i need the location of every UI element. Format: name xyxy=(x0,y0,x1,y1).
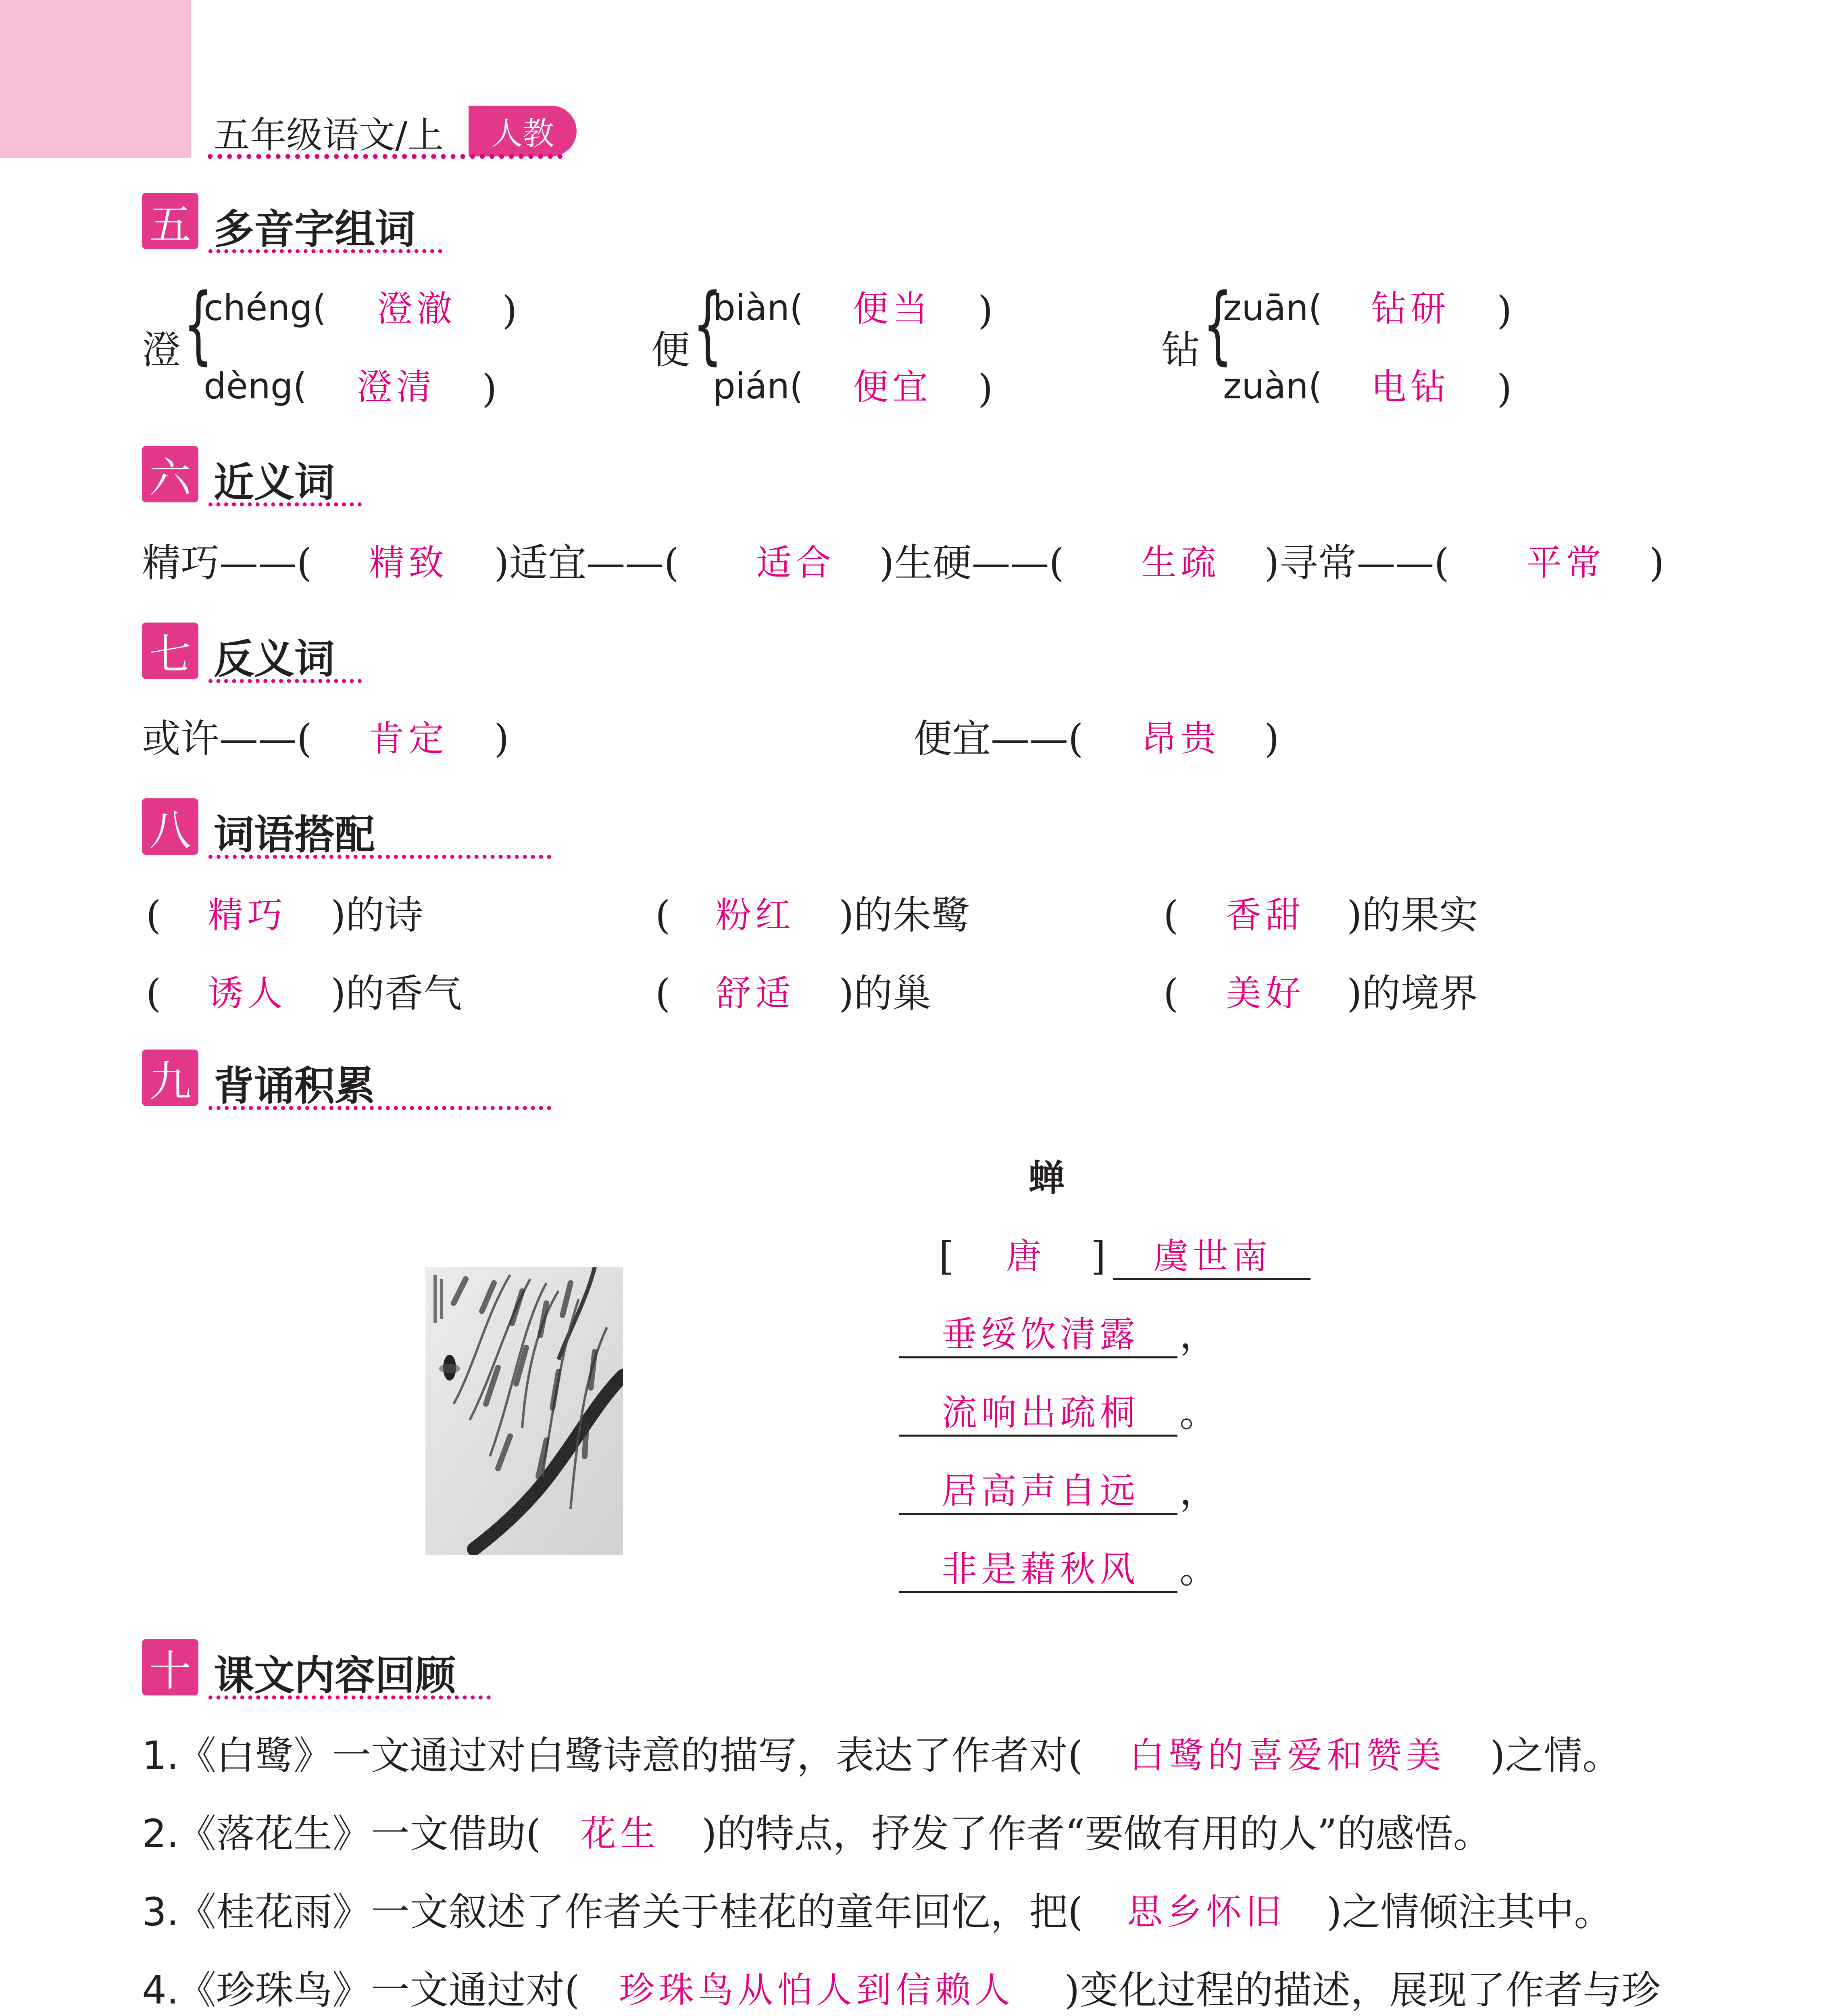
synonym-answer: 生疏 xyxy=(1141,542,1221,583)
review-text: )变化过程的描述，展现了作者与珍 xyxy=(1065,1968,1661,2013)
section-number: 五 xyxy=(142,193,198,249)
collocation-answer: 诱人 xyxy=(208,973,287,1014)
section-title: 课文内容回顾 xyxy=(214,1652,456,1699)
header-title: 五年级语文/上 xyxy=(214,114,444,156)
polyphone-answer: 钻研 xyxy=(1371,288,1450,329)
review-text: )的特点，抒发了作者“要做有用的人”的感悟。 xyxy=(702,1811,1492,1856)
collocation-suffix: )的香气 xyxy=(331,971,462,1016)
antonym-answer: 肯定 xyxy=(369,718,448,759)
poem-author: 虞世南 xyxy=(1153,1235,1272,1277)
poem-dynasty: 唐 xyxy=(1006,1235,1046,1277)
review-answer: 花生 xyxy=(581,1813,660,1854)
synonym-answer: 平常 xyxy=(1526,542,1606,583)
section-title: 近义词 xyxy=(214,459,335,506)
header-badge: 人教 xyxy=(469,106,577,156)
collocation-answer: 粉红 xyxy=(716,894,795,936)
polyphone-pinyin: pián( xyxy=(713,365,804,407)
collocation-suffix: )的诗 xyxy=(331,893,423,938)
close-paren: ) xyxy=(978,366,993,411)
section-underline xyxy=(208,855,551,859)
review-text: 《白鹭》一文通过对白鹭诗意的描写，表达了作者对( xyxy=(177,1733,1083,1778)
section-six-heading xyxy=(142,446,465,506)
section-number: 八 xyxy=(142,798,198,855)
antonym-word: 便宜——( xyxy=(913,716,1083,761)
close-paren: ) xyxy=(1264,716,1279,761)
poem-line: 居高声自远 xyxy=(942,1470,1140,1512)
section-seven-heading xyxy=(142,623,465,683)
poem-line: 流响出疏桐 xyxy=(942,1392,1140,1433)
review-text: )之情。 xyxy=(1490,1733,1621,1778)
open-paren: ( xyxy=(655,893,671,938)
close-paren: ) xyxy=(502,288,517,333)
poem-punct: 。 xyxy=(1179,1547,1218,1592)
antonym-word: 或许——( xyxy=(142,716,312,761)
collocation-answer: 精巧 xyxy=(208,894,287,936)
section-title: 背诵积累 xyxy=(214,1062,375,1110)
section-underline xyxy=(208,1695,491,1699)
synonym-answer: 精致 xyxy=(369,542,448,583)
open-bracket: [ xyxy=(939,1234,954,1279)
polyphone-char: 便 xyxy=(651,327,690,373)
cicada-willow-painting xyxy=(425,1267,623,1555)
section-number: 六 xyxy=(142,446,198,502)
close-paren: ) xyxy=(1497,288,1512,333)
review-answer: 珍珠鸟从怕人到信赖人 xyxy=(619,1969,1015,2011)
poem-punct: 。 xyxy=(1179,1390,1218,1435)
open-paren: ( xyxy=(1163,971,1179,1016)
polyphone-pinyin: chéng( xyxy=(204,287,327,329)
collocation-answer: 舒适 xyxy=(716,973,795,1014)
collocation-answer: 香甜 xyxy=(1226,894,1305,936)
section-number: 十 xyxy=(142,1639,198,1695)
section-ten-heading xyxy=(142,1639,505,1699)
close-paren: ) xyxy=(482,366,497,411)
synonym-word: )生硬——( xyxy=(879,540,1064,585)
poem-fill-line xyxy=(899,1435,1177,1437)
synonym-word: )寻常——( xyxy=(1264,540,1449,585)
brace: { xyxy=(183,275,213,374)
review-answer: 白鹭的喜爱和赞美 xyxy=(1129,1735,1446,1776)
poem-punct: ， xyxy=(1179,1468,1218,1514)
synonym-answer: 适合 xyxy=(756,542,835,583)
close-paren: ) xyxy=(978,288,993,333)
collocation-suffix: )的境界 xyxy=(1347,971,1478,1016)
poem-line: 垂绥饮清露 xyxy=(942,1314,1140,1355)
collocation-suffix: )的果实 xyxy=(1347,893,1478,938)
brace: { xyxy=(693,275,723,374)
review-text: 《珍珠鸟》一文通过对( xyxy=(177,1968,580,2013)
section-five-heading xyxy=(142,193,465,253)
poem-line: 非是藉秋风 xyxy=(942,1548,1140,1590)
close-paren: ) xyxy=(1649,540,1665,585)
collocation-answer: 美好 xyxy=(1226,973,1305,1014)
review-answer: 思乡怀旧 xyxy=(1127,1891,1286,1933)
section-number: 七 xyxy=(142,623,198,679)
section-underline xyxy=(208,679,362,683)
polyphone-answer: 澄澈 xyxy=(377,288,456,329)
open-paren: ( xyxy=(146,971,161,1016)
polyphone-char: 澄 xyxy=(142,327,181,373)
poem-fill-line xyxy=(899,1591,1177,1593)
polyphone-answer: 便当 xyxy=(853,288,932,329)
review-number: 3. xyxy=(142,1889,179,1935)
poem-title: 蝉 xyxy=(1028,1157,1065,1200)
section-eight-heading xyxy=(142,798,465,858)
close-bracket: ] xyxy=(1091,1234,1106,1279)
collocation-suffix: )的朱鹭 xyxy=(839,893,970,938)
review-number: 1. xyxy=(142,1733,179,1778)
polyphone-answer: 电钻 xyxy=(1371,366,1450,408)
polyphone-pinyin: dèng( xyxy=(204,365,307,407)
review-text: 《落花生》一文借助( xyxy=(177,1811,541,1856)
section-title: 多音字组词 xyxy=(214,206,415,253)
header-color-tab xyxy=(0,0,191,158)
polyphone-answer: 澄清 xyxy=(357,366,436,408)
synonym-word: )适宜——( xyxy=(494,540,679,585)
poem-fill-line xyxy=(899,1356,1177,1358)
section-number: 九 xyxy=(142,1050,198,1106)
poem-punct: ， xyxy=(1179,1312,1218,1357)
review-number: 4. xyxy=(142,1968,179,2013)
polyphone-pinyin: biàn( xyxy=(713,287,804,329)
section-underline xyxy=(208,502,362,506)
brace: { xyxy=(1203,275,1233,374)
section-underline xyxy=(208,1106,551,1110)
polyphone-answer: 便宜 xyxy=(853,366,932,408)
author-fill-line xyxy=(1113,1278,1311,1280)
open-paren: ( xyxy=(146,893,161,938)
poem-fill-line xyxy=(899,1513,1177,1515)
review-number: 2. xyxy=(142,1811,179,1856)
polyphone-char: 钻 xyxy=(1161,327,1200,373)
section-title: 词语搭配 xyxy=(214,811,375,858)
collocation-suffix: )的巢 xyxy=(839,971,931,1016)
open-paren: ( xyxy=(1163,893,1179,938)
review-text: )之情倾注其中。 xyxy=(1327,1889,1613,1935)
open-paren: ( xyxy=(655,971,671,1016)
close-paren: ) xyxy=(1497,366,1512,411)
polyphone-pinyin: zuān( xyxy=(1223,287,1322,329)
section-title: 反义词 xyxy=(214,635,335,683)
polyphone-pinyin: zuàn( xyxy=(1223,365,1322,407)
header-underline xyxy=(208,154,563,159)
section-nine-heading xyxy=(142,1050,465,1110)
synonym-word: 精巧——( xyxy=(142,540,312,585)
review-text: 《桂花雨》一文叙述了作者关于桂花的童年回忆，把( xyxy=(177,1889,1083,1935)
antonym-answer: 昂贵 xyxy=(1141,718,1221,759)
section-underline xyxy=(208,249,442,253)
close-paren: ) xyxy=(494,716,509,761)
